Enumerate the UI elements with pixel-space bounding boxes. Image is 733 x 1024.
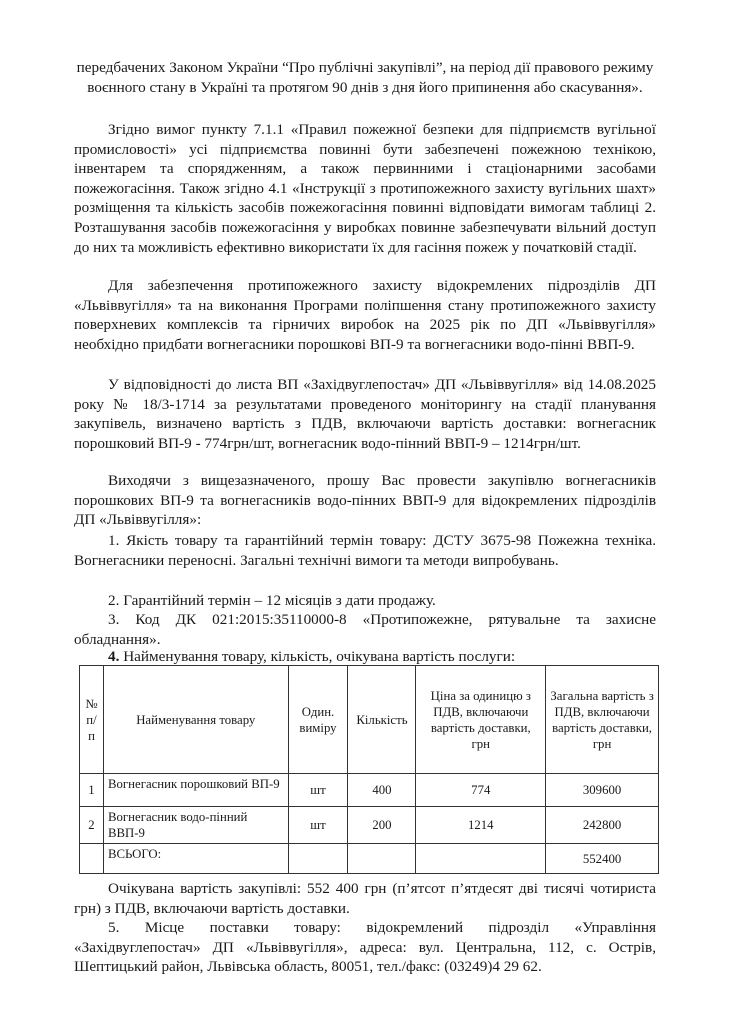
table-total-row: [80, 844, 659, 874]
delivery-place-item: 5. Місце поставки товару: відокремлений підрозділ «Управління «Західвуглепостач» ДП «Львіввугілля», адреса: вул. Центральна, 112, с. Острів, Шептицький район, Львівська область, 80051, тел./факс: (03249)4 29 62.: [74, 919, 656, 976]
warranty-item: 2. Гарантійний термін – 12 місяців з дати продажу.: [108, 592, 436, 609]
total-value: 552400: [546, 844, 659, 874]
row-total: 242800: [546, 807, 659, 844]
goods-table: [79, 665, 659, 874]
row-qty: 400: [348, 774, 416, 807]
row-price: 774: [416, 774, 546, 807]
total-empty-price: [416, 844, 546, 874]
header-unit: Один. виміру: [288, 666, 348, 774]
total-empty-qty: [348, 844, 416, 874]
total-empty-unit: [288, 844, 348, 874]
total-empty-num: [80, 844, 104, 874]
header-total: Загальна вартість з ПДВ, включаючи вартість доставки, грн: [546, 666, 659, 774]
header-qty: Кількість: [348, 666, 416, 774]
rules-paragraph: Згідно вимог пункту 7.1.1 «Правил пожежної безпеки для підприємств вугільної промисловості» усі підприємства повинні бути забезпечені пожежною технікою, інвентарем та спорядженням, а також первинними і стаціонарними засобами пожежогасіння. Також згідно 4.1 «Інструкції з протипожежного захисту вугільних шахт» розміщення та кількість засобів пожежогасіння повинні відповідати вимогам таблиці 2. Розташування засобів пожежогасіння у виробках повинне забезпечувати вільний доступ до них та можливість ефективно використати їх для гасіння пожеж у початковій стадії.: [74, 121, 656, 256]
goods-list-heading: [74, 647, 656, 667]
row-qty: 200: [348, 807, 416, 844]
goods-list-number: 4.: [108, 648, 120, 665]
request-paragraph: Виходячи з вищезазначеного, прошу Вас провести закупівлю вогнегасників порошкових ВП-9 та вогнегасників водо-пінних ВВП-9 для відокремлених підрозділів ДП «Львіввугілля»:: [74, 472, 656, 529]
quality-item: 1. Якість товару та гарантійний термін товару: ДСТУ 3675-98 Пожежна техніка. Вогнегасники переносні. Загальні технічні вимоги та методи випробувань.: [74, 532, 656, 569]
row-unit: шт: [288, 807, 348, 844]
total-label: ВСЬОГО:: [103, 844, 288, 874]
purpose-paragraph: Для забезпечення протипожежного захисту відокремлених підрозділів ДП «Львіввугілля» та на виконання Програми поліпшення стану протипожежного захисту поверхневих комплексів та гірничих виробок на 2025 рік по ДП «Львіввугілля» необхідно придбати вогнегасники порошкові ВП-9 та вогнегасники водо-пінні ВВП-9.: [74, 277, 656, 353]
table-header-row: [80, 666, 659, 774]
row-num: 1: [80, 774, 104, 807]
row-num: 2: [80, 807, 104, 844]
row-name: Вогнегасник водо-пінний ВВП-9: [103, 807, 288, 844]
dk-code-item: 3. Код ДК 021:2015:35110000-8 «Протипожежне, рятувальне та захисне обладнання».: [74, 611, 656, 648]
table-row: [80, 774, 659, 807]
goods-list-title: Найменування товару, кількість, очікувана вартість послуги:: [119, 648, 516, 665]
table-row: [80, 807, 659, 844]
header-name: Найменування товару: [103, 666, 288, 774]
letter-paragraph: У відповідності до листа ВП «Західвуглепостач» ДП «Львіввугілля» від 14.08.2025 року № 18/3-1714 за результатами проведеного моніторингу на стадії планування закупівель, визначено вартість з ПДВ, включаючи вартість доставки: вогнегасник порошковий ВП-9 - 774грн/шт, вогнегасник водо-пінний ВВП-9 – 1214грн/шт.: [74, 376, 656, 452]
row-price: 1214: [416, 807, 546, 844]
row-unit: шт: [288, 774, 348, 807]
row-name: Вогнегасник порошковий ВП-9: [103, 774, 288, 807]
expected-cost-paragraph: Очікувана вартість закупівлі: 552 400 грн (п’ятсот п’ятдесят дві тисячі чотириста грн) з ПДВ, включаючи вартість доставки.: [74, 880, 656, 917]
header-num: № п/п: [80, 666, 104, 774]
header-price: Ціна за одиницю з ПДВ, включаючи вартість доставки, грн: [416, 666, 546, 774]
intro-paragraph: передбачених Законом України “Про публічні закупівлі”, на період дії правового режиму воєнного стану в Україні та протягом 90 днів з дня його припинення або скасування».: [76, 59, 654, 96]
row-total: 309600: [546, 774, 659, 807]
